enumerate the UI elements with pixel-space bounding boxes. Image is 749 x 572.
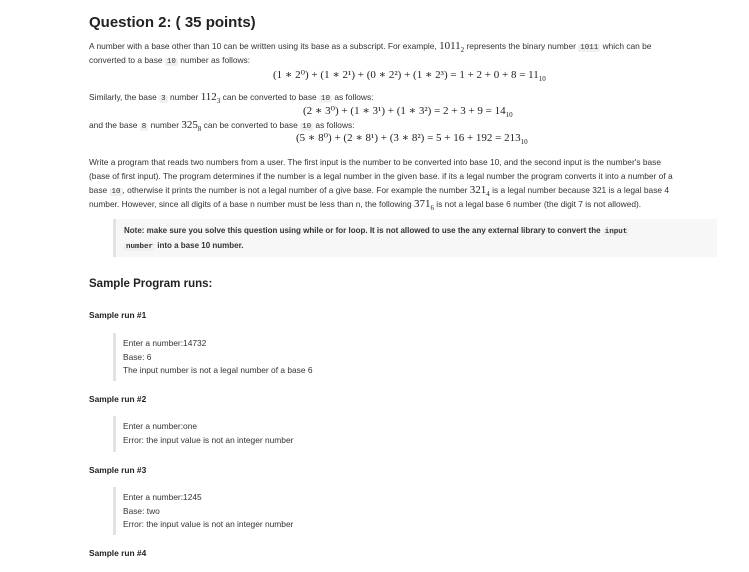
base-code: 10 [166,58,176,66]
note-box [113,219,717,257]
sample-run-2-label: Sample run #2 [89,394,147,404]
similarly-line: Similarly, the base 3 number $112_3$ can be converted to base 10 as follows: [89,91,374,106]
sample-runs-heading: Sample Program runs: [89,278,213,290]
run-output-line: Enter a number:one [123,421,198,431]
program-desc-line-3: base 10 , otherwise it prints the number is not a legal number of a give base. For example the number $321_4$ is a legal number because 321 is a legal base 4 [89,184,670,199]
run-output-line: Error: the input value is not an integer number [123,434,294,445]
base10-code-2: 10 [302,123,312,131]
formula-base3: (2 ∗ 3⁰) + (1 ∗ 3¹) + (1 ∗ $3^2) = 2 + 3 + 9 = 14_{10}$ [303,105,513,120]
input-code: input [604,228,628,236]
intro-line-2: converted to a base 10 number as follows: [89,55,251,66]
program-desc-line-4: number. However, since all digits of a base n number must be less than n, the following $371_6$ is not a legal base 6 number (the digit 7 is not allowed). [89,198,642,213]
sample-run-1-box [113,333,312,381]
run-output-line: Base: two [123,505,160,516]
run-output-line: Enter a number:14732 [123,338,207,348]
intro-line-1: A number with a base other than 10 can be written using its base as a subscript. For example, $1011_2$ represents the binary number 1011 which can be [89,40,652,55]
sample-run-3-box [113,487,293,535]
sample-run-4-label: Sample run #4 [89,548,147,558]
run-output-line: Enter a number:1245 [123,492,202,502]
intro-text: A number with a base other than 10 can be written using its base as a subscript. For example, [89,41,440,51]
sample-run-3-label: Sample run #3 [89,465,147,475]
number-code: number [126,243,154,251]
run-output-line: Error: the input value is not an integer number [123,519,294,529]
formula-base8: (5 ∗ 8⁰) + (2 ∗ 8¹) + (3 ∗ $8^2) = 5 + 16 + 192 = 213_{10}$ [296,132,528,147]
base8-line: and the base 8 number $325_8$ can be converted to base 10 as follows: [89,119,355,134]
run-output-line: The input number is not a legal number of a base 6 [123,365,313,375]
formula-binary: (1 ∗ 2⁰) + (1 ∗ 2¹) + (0 ∗ 2²) + (1 ∗ $2^3) = 1 + 2 + 0 + 8 = 11_{10}$ [273,69,546,84]
question-title: Question 2: ( 35 points) [89,14,256,31]
binary-code: 1011 [580,44,599,52]
program-desc-line-2: (base of first input). The program determines if the number is a legal number in the given base. if its a legal number the program converts it into a number of a [89,171,673,181]
note-text: Note: make sure you solve this question using while or for loop. It is not allowed to use the any external library to convert the input number into a base 10 number. [124,226,628,251]
sample-run-1-label: Sample run #1 [89,310,147,320]
binary-number-math: $1011_2$ [439,40,465,55]
base3-code: 3 [161,95,166,103]
program-desc-line-1: Write a program that reads two numbers from a user. The first input is the number to be converted into base 10, and the second input is the number's base [89,157,662,167]
run-output-line: Base: 6 [123,351,152,362]
base10-code: 10 [321,95,331,103]
base8-code: 8 [141,123,147,131]
sample-run-2-box [113,416,293,452]
base10-code-3: 10 [111,188,121,196]
